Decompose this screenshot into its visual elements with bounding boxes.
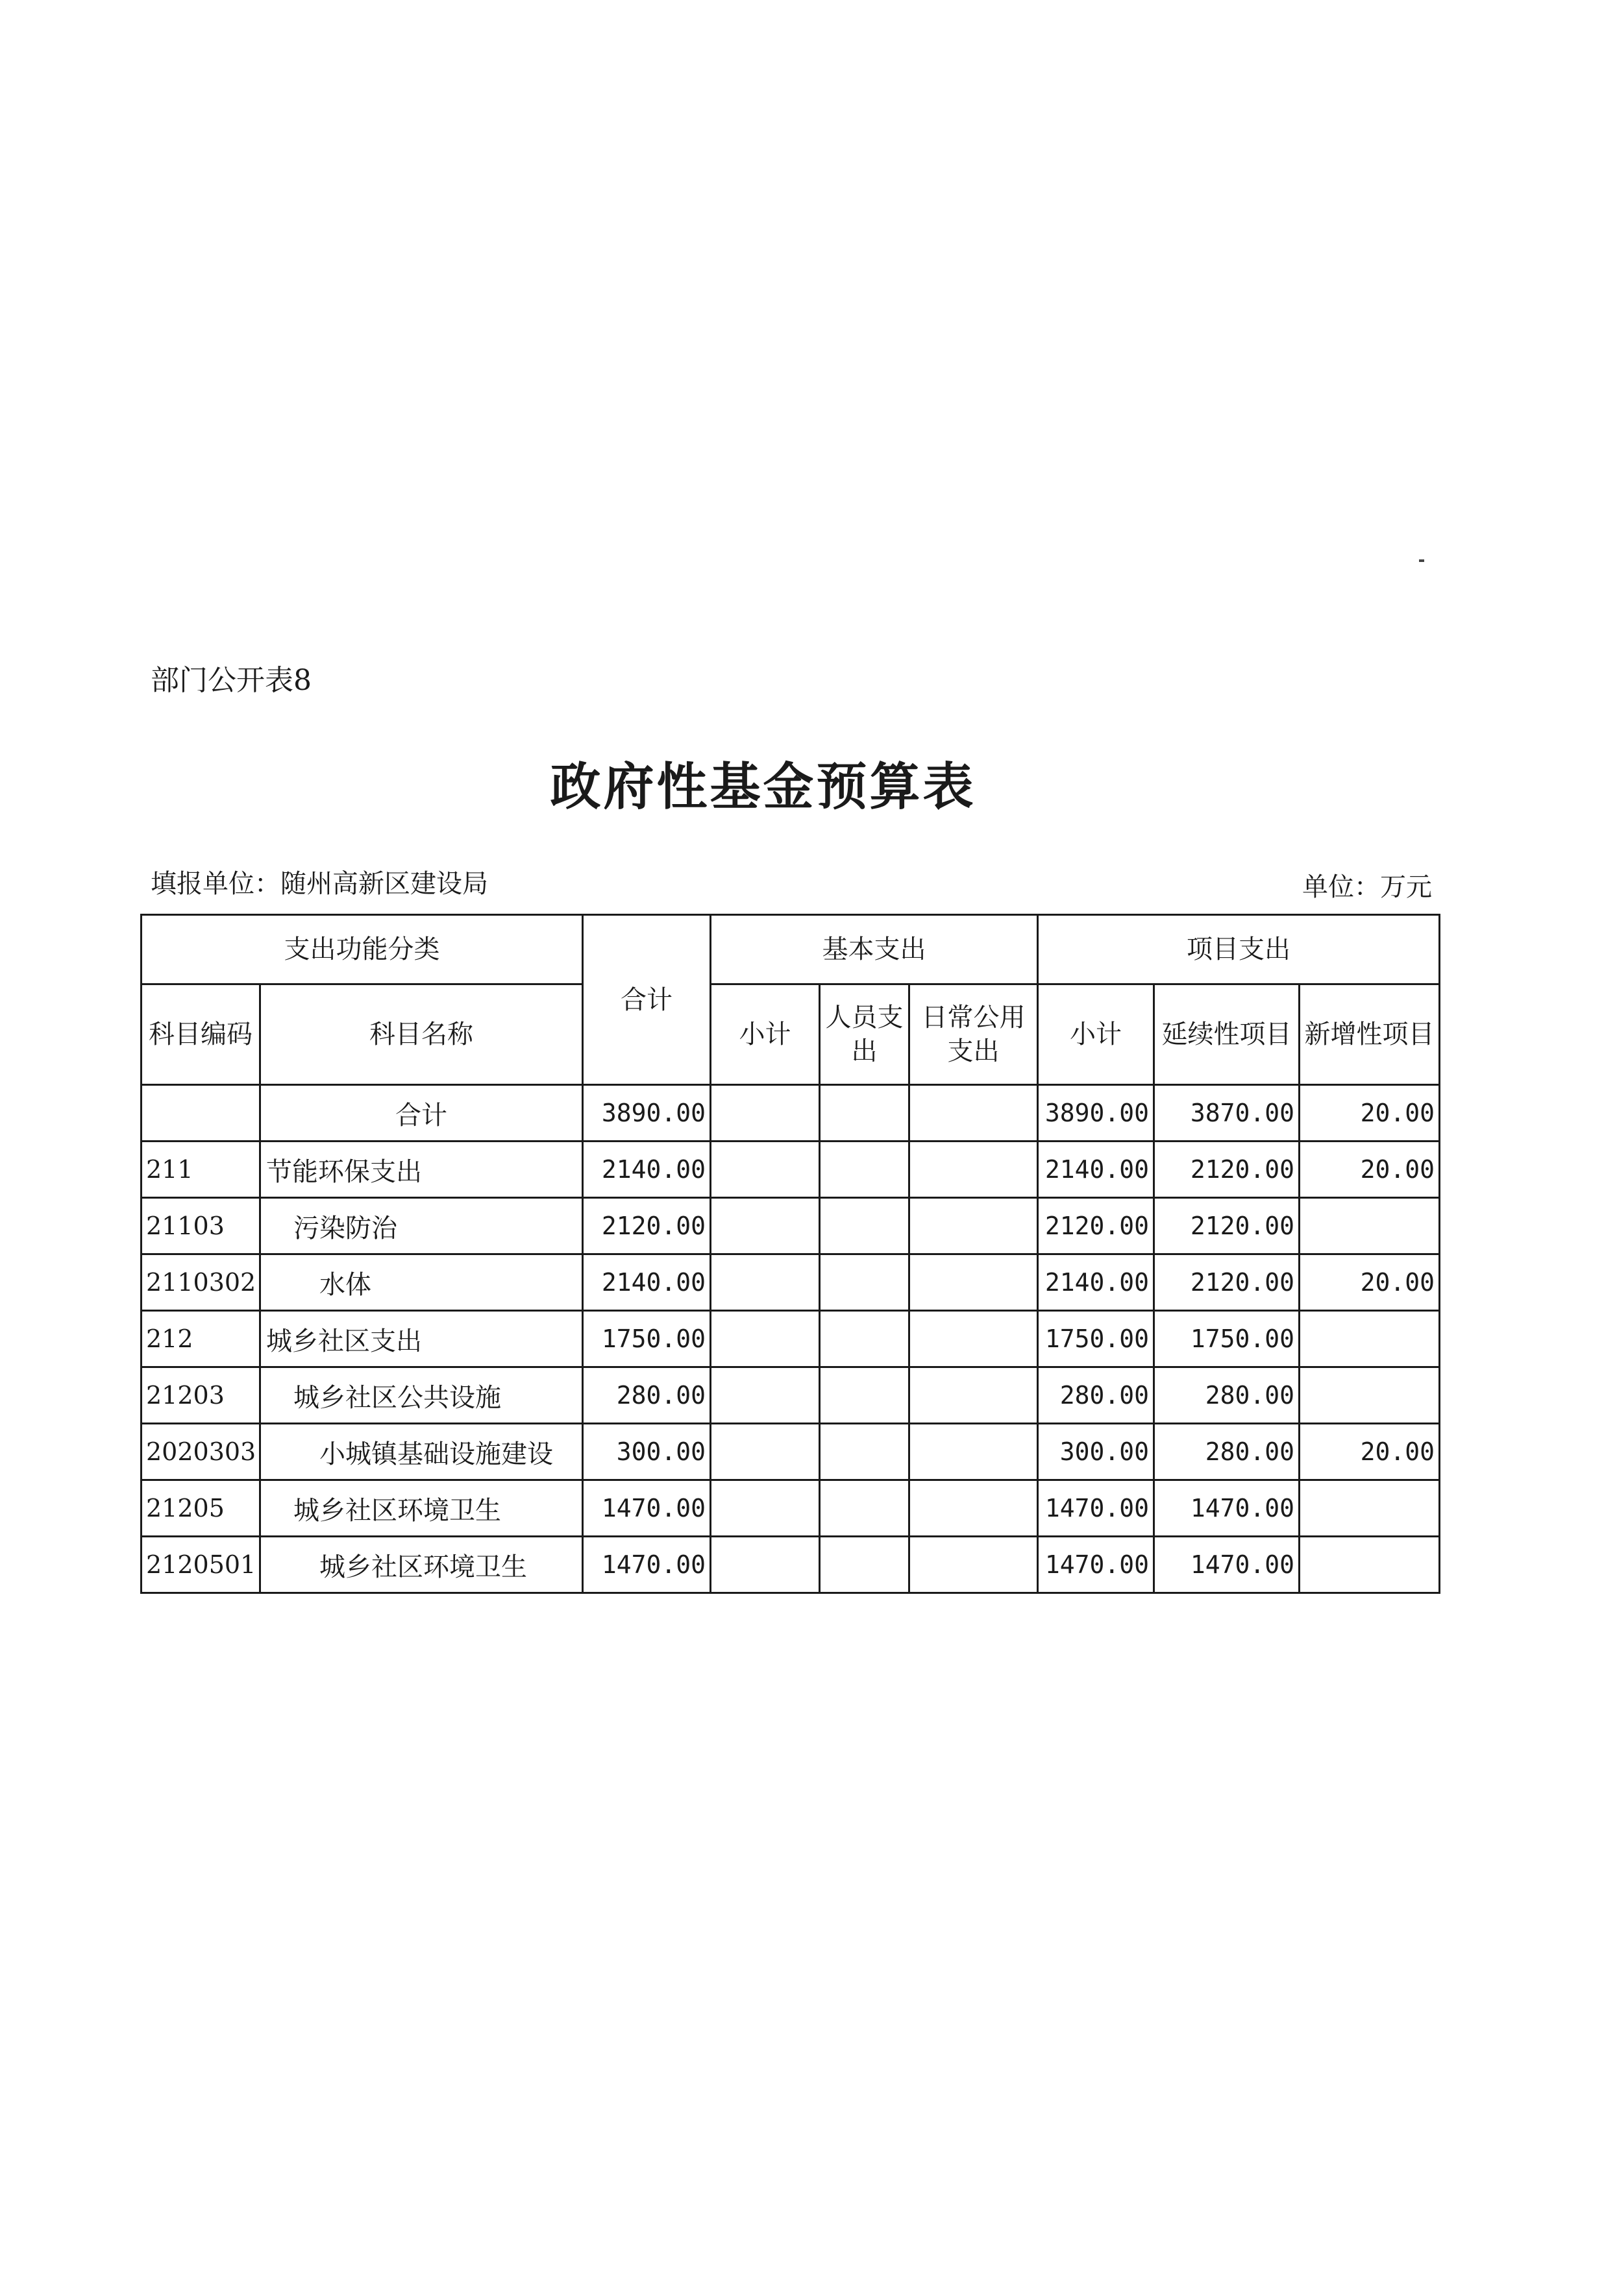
cell-public-expense xyxy=(909,1537,1038,1593)
cell-personnel xyxy=(820,1424,909,1480)
cell-code: 21205 xyxy=(142,1480,260,1537)
cell-personnel xyxy=(820,1085,909,1142)
header-personnel: 人员支出 xyxy=(820,984,909,1085)
cell-project-subtotal: 1750.00 xyxy=(1038,1311,1154,1367)
cell-continuing: 1470.00 xyxy=(1154,1537,1300,1593)
cell-total: 2120.00 xyxy=(583,1198,711,1254)
cell-new-project: 20.00 xyxy=(1300,1254,1440,1311)
cell-new-project: 20.00 xyxy=(1300,1424,1440,1480)
cell-code: 211 xyxy=(142,1142,260,1198)
cell-basic-subtotal xyxy=(711,1311,820,1367)
cell-continuing: 1750.00 xyxy=(1154,1311,1300,1367)
cell-code xyxy=(142,1085,260,1142)
cell-continuing: 2120.00 xyxy=(1154,1198,1300,1254)
header-basic-subtotal: 小计 xyxy=(711,984,820,1085)
cell-personnel xyxy=(820,1254,909,1311)
cell-continuing: 3870.00 xyxy=(1154,1085,1300,1142)
cell-name: 小城镇基础设施建设 xyxy=(260,1424,583,1480)
cell-code: 2120501 xyxy=(142,1537,260,1593)
cell-name: 城乡社区环境卫生 xyxy=(260,1480,583,1537)
cell-continuing: 280.00 xyxy=(1154,1424,1300,1480)
document-title: 政府性基金预算表 xyxy=(550,757,976,816)
table-row xyxy=(142,1424,1440,1480)
table-row xyxy=(142,1367,1440,1424)
header-public-expense: 日常公用支出 xyxy=(909,984,1038,1085)
cell-personnel xyxy=(820,1142,909,1198)
cell-personnel xyxy=(820,1480,909,1537)
cell-name: 水体 xyxy=(260,1254,583,1311)
header-project-subtotal: 小计 xyxy=(1038,984,1154,1085)
cell-basic-subtotal xyxy=(711,1198,820,1254)
cell-name: 节能环保支出 xyxy=(260,1142,583,1198)
cell-continuing: 1470.00 xyxy=(1154,1480,1300,1537)
table-row xyxy=(142,1311,1440,1367)
cell-new-project: 20.00 xyxy=(1300,1142,1440,1198)
cell-basic-subtotal xyxy=(711,1085,820,1142)
cell-continuing: 2120.00 xyxy=(1154,1142,1300,1198)
cell-continuing: 280.00 xyxy=(1154,1367,1300,1424)
cell-total: 280.00 xyxy=(583,1367,711,1424)
cell-public-expense xyxy=(909,1085,1038,1142)
cell-project-subtotal: 1470.00 xyxy=(1038,1537,1154,1593)
cell-code: 21203 xyxy=(142,1367,260,1424)
form-number: 部门公开表8 xyxy=(151,664,312,697)
cell-project-subtotal: 280.00 xyxy=(1038,1367,1154,1424)
cell-total: 3890.00 xyxy=(583,1085,711,1142)
cell-personnel xyxy=(820,1367,909,1424)
cell-basic-subtotal xyxy=(711,1367,820,1424)
header-total: 合计 xyxy=(583,915,711,1085)
cell-public-expense xyxy=(909,1198,1038,1254)
budget-table xyxy=(140,914,1440,1594)
cell-public-expense xyxy=(909,1424,1038,1480)
cell-basic-subtotal xyxy=(711,1254,820,1311)
header-category-group: 支出功能分类 xyxy=(142,915,583,984)
header-new-project: 新增性项目 xyxy=(1300,984,1440,1085)
header-project-group: 项目支出 xyxy=(1038,915,1440,984)
currency-unit: 单位：万元 xyxy=(1302,872,1432,902)
cell-name: 城乡社区公共设施 xyxy=(260,1367,583,1424)
cell-project-subtotal: 2140.00 xyxy=(1038,1142,1154,1198)
header-name: 科目名称 xyxy=(260,984,583,1085)
cell-name: 合计 xyxy=(260,1085,583,1142)
table-row xyxy=(142,1198,1440,1254)
cell-code: 21103 xyxy=(142,1198,260,1254)
cell-name: 城乡社区支出 xyxy=(260,1311,583,1367)
cell-new-project xyxy=(1300,1537,1440,1593)
cell-public-expense xyxy=(909,1311,1038,1367)
cell-new-project xyxy=(1300,1480,1440,1537)
cell-total: 2140.00 xyxy=(583,1142,711,1198)
header-continuing: 延续性项目 xyxy=(1154,984,1300,1085)
table-row xyxy=(142,1537,1440,1593)
table-row xyxy=(142,1085,1440,1142)
cell-continuing: 2120.00 xyxy=(1154,1254,1300,1311)
cell-project-subtotal: 2140.00 xyxy=(1038,1254,1154,1311)
cell-total: 1750.00 xyxy=(583,1311,711,1367)
cell-new-project xyxy=(1300,1367,1440,1424)
cell-name: 污染防治 xyxy=(260,1198,583,1254)
table-row xyxy=(142,1254,1440,1311)
cell-new-project: 20.00 xyxy=(1300,1085,1440,1142)
cell-public-expense xyxy=(909,1480,1038,1537)
cell-project-subtotal: 2120.00 xyxy=(1038,1198,1154,1254)
cell-basic-subtotal xyxy=(711,1142,820,1198)
cell-basic-subtotal xyxy=(711,1424,820,1480)
cell-basic-subtotal xyxy=(711,1480,820,1537)
cell-total: 300.00 xyxy=(583,1424,711,1480)
cell-code: 2020303 xyxy=(142,1424,260,1480)
cell-basic-subtotal xyxy=(711,1537,820,1593)
table-row xyxy=(142,1142,1440,1198)
cell-project-subtotal: 300.00 xyxy=(1038,1424,1154,1480)
cell-public-expense xyxy=(909,1367,1038,1424)
cell-personnel xyxy=(820,1311,909,1367)
header-row-detail xyxy=(142,984,1440,1085)
cell-total: 1470.00 xyxy=(583,1480,711,1537)
cell-code: 212 xyxy=(142,1311,260,1367)
scan-speck xyxy=(1419,559,1424,562)
header-basic-group: 基本支出 xyxy=(711,915,1038,984)
cell-total: 1470.00 xyxy=(583,1537,711,1593)
cell-public-expense xyxy=(909,1142,1038,1198)
cell-personnel xyxy=(820,1198,909,1254)
cell-name: 城乡社区环境卫生 xyxy=(260,1537,583,1593)
cell-project-subtotal: 3890.00 xyxy=(1038,1085,1154,1142)
cell-public-expense xyxy=(909,1254,1038,1311)
cell-total: 2140.00 xyxy=(583,1254,711,1311)
cell-personnel xyxy=(820,1537,909,1593)
header-code: 科目编码 xyxy=(142,984,260,1085)
cell-code: 2110302 xyxy=(142,1254,260,1311)
header-row-group xyxy=(142,915,1440,984)
cell-new-project xyxy=(1300,1311,1440,1367)
cell-project-subtotal: 1470.00 xyxy=(1038,1480,1154,1537)
table-row xyxy=(142,1480,1440,1537)
reporting-unit: 填报单位：随州高新区建设局 xyxy=(151,869,488,899)
cell-new-project xyxy=(1300,1198,1440,1254)
